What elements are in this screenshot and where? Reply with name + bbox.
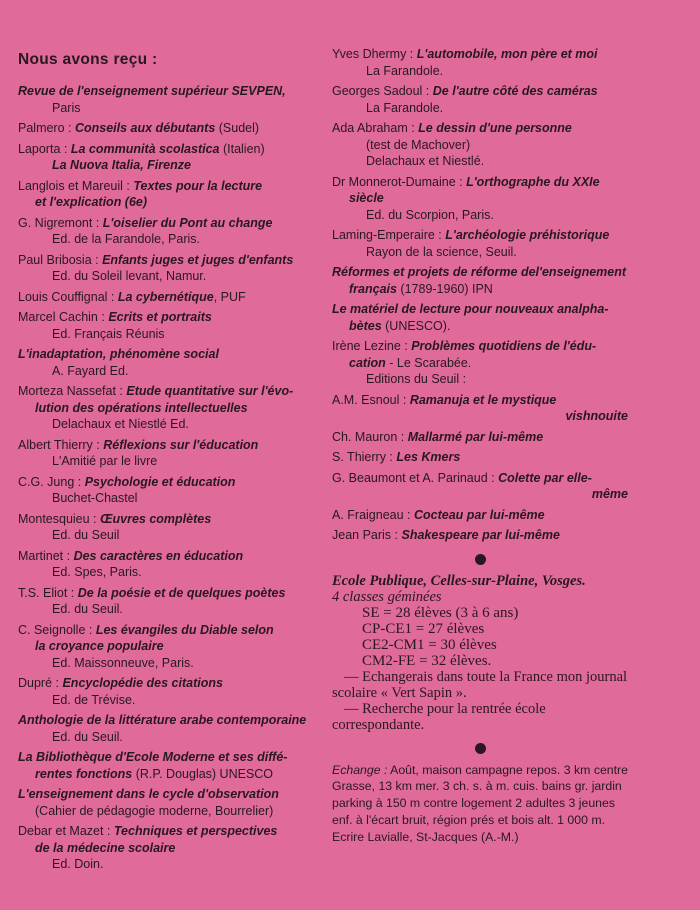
entry-line [18,346,318,363]
entry-line [332,100,628,117]
book-entry [18,346,318,379]
book-title: Ramanuja et le mystique [409,392,557,407]
entry-text: (Cahier de pédagogie moderne, Bourrelier) [35,803,274,818]
book-title: Revue de l'enseignement supérieur [18,84,228,98]
book-entry [332,46,628,79]
entry-line [332,46,628,63]
entry-line [18,100,318,117]
entry-line [18,120,318,137]
received-list-continued [332,46,628,544]
book-entry [332,174,628,224]
entry-line [18,729,318,746]
book-entry [332,227,628,260]
entry-line [332,470,628,487]
entry-text: Paul Bribosia : [18,252,103,267]
entry-line [332,429,628,446]
book-entry [18,712,318,745]
entry-text: , PUF [213,289,246,304]
entry-line [18,766,318,783]
entry-line [18,383,318,400]
book-entry [18,383,318,433]
entry-line [332,392,628,409]
entry-text: Ed. Doin. [52,857,104,871]
book-entry [332,527,628,544]
entry-line [18,749,318,766]
book-title: Réflexions sur l'éducation [103,437,259,452]
book-entry [18,83,318,116]
entry-text: Laporta : [18,141,71,156]
entry-text: Palmero : [18,121,75,135]
book-entry [332,301,628,334]
entry-text: Jean Paris : [332,528,402,542]
entry-text: Montesquieu : [18,511,100,526]
book-title: Le dessin d'une personne [418,121,572,135]
book-title: rentes fonctions [35,766,133,781]
entry-text: C. Seignolle : [18,622,96,637]
entry-text: Ed. du Seuil. [52,602,123,616]
book-title: Problèmes quotidiens de l'édu- [411,339,597,353]
exchange-label: Echange : [332,762,388,777]
book-title: L'archéologie préhistorique [445,228,610,242]
book-title: SEVPEN, [228,84,286,98]
school-heading: Ecole Publique, Celles-sur-Plaine, Vosges. [332,572,586,589]
entry-line [18,803,318,820]
entry-text: Dupré : [18,676,63,690]
entry-line [18,511,318,528]
entry-line [332,244,628,261]
book-title: La communità scolastica [70,141,220,156]
book-title: cation [349,355,386,370]
book-entry [18,511,318,544]
book-title: Enfants juges et juges d'enfants [102,252,294,267]
entry-line [332,449,628,466]
entry-text: Ed. Français Réunis [52,326,165,341]
entry-text: C.G. Jung : [18,474,85,489]
page-title: Nous avons reçu : [18,51,158,68]
book-entry [332,120,628,170]
bullet-separator [475,554,486,565]
book-title: La Nuova Italia, Firenze [52,158,191,172]
book-title: Les évangiles du Diable selon [95,622,274,637]
entry-text: L'Amitié par le livre [52,454,158,468]
book-title: vishnouite [565,409,628,423]
entry-text: (R.P. Douglas) UNESCO [132,766,274,781]
entry-line [18,400,318,417]
entry-line [332,371,628,388]
book-title: Mallarmé par lui-même [407,429,544,444]
exchange-text: Août, maison campagne repos. 3 km centre Grasse, 13 km mer. 3 ch. s. à m. cuis. bains gr. jardin parking à 150 m contre logement 2 adultes 3 jeunes enf. à l'écart bruit, région prés et bois alt. 1 000 m. Ecrire Lavialle, St-Jacques (A.-M.) [332,762,628,844]
book-title: Œuvres complètes [100,511,212,526]
school-subheading: 4 classes géminées [332,588,442,605]
entry-text: Paris [52,100,81,115]
entry-line [18,268,318,285]
entry-line [18,564,318,581]
entry-line [18,141,318,158]
book-title: même [591,487,628,501]
entry-line [18,527,318,544]
entry-line [18,601,318,618]
book-title: L'inadaptation, phénomène social [18,347,219,361]
entry-text: Dr Monnerot-Dumaine : [332,174,467,189]
book-entry [18,437,318,470]
class-line: CP-CE1 = 27 élèves [362,620,485,637]
book-entry [332,338,628,388]
entry-text: Morteza Nassefat : [18,384,127,398]
entry-line [18,655,318,672]
book-entry [18,823,318,873]
entry-text: (Sudel) [215,121,260,135]
book-entry [18,585,318,618]
book-entry [18,786,318,819]
book-title: Anthologie de la littérature arabe contemporaine [18,713,307,727]
entry-line [332,486,628,503]
entry-text: Louis Couffignal : [18,289,118,304]
entry-line [18,178,318,195]
bullet-separator [475,743,486,754]
entry-text: (test de Machover) [366,137,471,152]
entry-text: Ch. Mauron : [332,429,408,444]
entry-line [18,786,318,803]
entry-line [18,437,318,454]
entry-text: (UNESCO). [381,318,451,333]
book-title: et l'explication (6e) [35,195,148,209]
entry-line [18,83,318,100]
entry-line [18,490,318,507]
entry-text: T.S. Eliot : [18,585,78,600]
entry-text: Yves Dhermy : [332,47,417,61]
book-entry [18,120,318,137]
entry-line [332,153,628,170]
entry-line [18,215,318,232]
book-title: De la poésie et de quelques poètes [77,585,286,600]
entry-line [18,157,318,174]
received-list [18,83,318,873]
book-title: La cybernétique [117,289,214,304]
book-entry [18,749,318,782]
book-title: Etude quantitative sur l'évo- [126,384,294,398]
entry-text: Editions du Seuil : [366,372,467,386]
entry-text: Ed. de la Farandole, Paris. [52,232,200,246]
book-entry [18,548,318,581]
book-title: L'orthographe du XXIe [466,174,600,189]
book-title: la croyance populaire [35,639,164,653]
book-title: Cocteau par lui-même [414,507,545,522]
book-entry [18,675,318,708]
entry-line [332,207,628,224]
book-entry [18,622,318,672]
entry-text: Laming-Emperaire : [332,228,446,242]
entry-text: G. Nigremont : [18,215,103,230]
entry-line [18,712,318,729]
entry-line [332,507,628,524]
entry-line [18,231,318,248]
entry-text: A. Fayard Ed. [52,363,129,378]
exchange-notice [332,762,628,846]
entry-line [332,281,628,298]
entry-text: Marcel Cachin : [18,310,109,324]
entry-text: Debar et Mazet : [18,824,114,838]
class-line: SE = 28 élèves (3 à 6 ans) [362,604,519,621]
book-entry [332,470,628,503]
right-column [332,0,628,845]
book-title: Le matériel de lecture pour nouveaux analpha- [332,302,609,316]
entry-line [18,363,318,380]
entry-text: Ed. du Scorpion, Paris. [366,207,494,222]
entry-line [18,856,318,873]
entry-text: Ed. de Trévise. [52,692,136,707]
book-entry [332,83,628,116]
entry-line [18,326,318,343]
book-title: bètes [349,318,382,333]
entry-line [18,194,318,211]
entry-line [18,309,318,326]
book-title: Shakespeare par lui-même [401,528,560,542]
book-entry [18,141,318,174]
book-title: siècle [349,191,384,205]
book-title: de la médecine scolaire [35,840,176,855]
book-entry [332,429,628,446]
entry-line [332,137,628,154]
entry-line [332,408,628,425]
entry-text: Ed. Maissonneuve, Paris. [52,655,194,670]
school-notice [332,573,628,733]
entry-line [332,527,628,544]
entry-line [18,823,318,840]
entry-line [18,585,318,602]
book-title: Encyclopédie des citations [62,676,223,690]
entry-text: Ada Abraham : [332,121,419,135]
book-title: Techniques et perspectives [113,824,278,838]
entry-line [18,692,318,709]
book-entry [18,215,318,248]
entry-line [332,227,628,244]
entry-text: A. Fraigneau : [332,507,414,522]
book-entry [18,309,318,342]
left-column [18,0,318,877]
entry-line [332,301,628,318]
book-title: Psychologie et éducation [84,474,236,489]
book-title: Ecrits et portraits [108,310,212,324]
class-line: CM2-FE = 32 élèves. [362,652,492,669]
entry-line [332,318,628,335]
entry-text: Martinet : [18,548,74,563]
book-entry [18,289,318,306]
book-title: L'enseignement dans le cycle d'observation [18,787,279,801]
entry-line [332,83,628,100]
entry-text: Ed. du Seuil. [52,729,123,744]
entry-text: Irène Lezine : [332,339,412,353]
entry-text: Ed. Spes, Paris. [52,565,142,579]
entry-text: (Italien) [219,141,265,156]
entry-text: - Le Scarabée. [385,355,472,370]
book-title: Conseils aux débutants [74,121,216,135]
entry-text: La Farandole. [366,63,444,78]
entry-line [18,675,318,692]
entry-text: Rayon de la science, Seuil. [366,244,517,259]
entry-line [332,355,628,372]
entry-line [18,638,318,655]
book-entry [18,474,318,507]
entry-text: G. Beaumont et A. Parinaud : [332,470,499,485]
entry-line [332,120,628,137]
book-title: L'oiselier du Pont au change [102,215,273,230]
entry-text: Delachaux et Niestlé Ed. [52,417,189,431]
entry-text: Langlois et Mareuil : [18,178,134,193]
entry-line [18,416,318,433]
entry-line [18,840,318,857]
book-entry [18,252,318,285]
entry-line [332,264,628,281]
entry-text: Delachaux et Niestlé. [366,154,485,168]
entry-text: (1789-1960) IPN [396,281,493,296]
entry-text: A.M. Esnoul : [332,392,410,407]
class-line: CE2-CM1 = 30 élèves [362,636,497,653]
entry-line [18,289,318,306]
entry-text: Ed. du Soleil levant, Namur. [52,269,207,283]
book-title: Réformes et projets de réforme del'enseignement [332,265,627,279]
book-entry [332,264,628,297]
entry-line [332,190,628,207]
entry-line [18,474,318,491]
book-title: lution des opérations intellectuelles [35,400,248,415]
school-exchange-text: — Echangerais dans toute la France mon journal scolaire « Vert Sapin ». [332,668,628,701]
book-title: Des caractères en éducation [73,548,244,563]
book-entry [332,449,628,466]
entry-line [332,174,628,191]
entry-line [18,622,318,639]
book-entry [332,507,628,524]
entry-line [332,338,628,355]
book-entry [332,392,628,425]
book-title: Textes pour la lecture [133,178,263,193]
book-title: français [349,281,397,296]
book-title: De l'autre côté des caméras [432,84,598,98]
book-entry [18,178,318,211]
entry-text: S. Thierry : [332,450,397,464]
entry-line [18,548,318,565]
entry-text: Georges Sadoul : [332,84,433,98]
school-search-text: — Recherche pour la rentrée école correspondante. [332,700,546,733]
entry-text: Albert Thierry : [18,437,104,452]
entry-text: La Farandole. [366,100,444,115]
book-title: Les Kmers [396,450,461,464]
book-title: L'automobile, mon père et moi [416,47,598,61]
entry-line [332,63,628,80]
book-title: La Bibliothèque d'Ecole Moderne et ses diffé- [18,750,288,764]
entry-text: Ed. du Seuil [52,528,120,542]
entry-text: Buchet-Chastel [52,491,138,505]
entry-line [18,453,318,470]
entry-line [18,252,318,269]
book-title: Colette par elle- [498,470,592,485]
